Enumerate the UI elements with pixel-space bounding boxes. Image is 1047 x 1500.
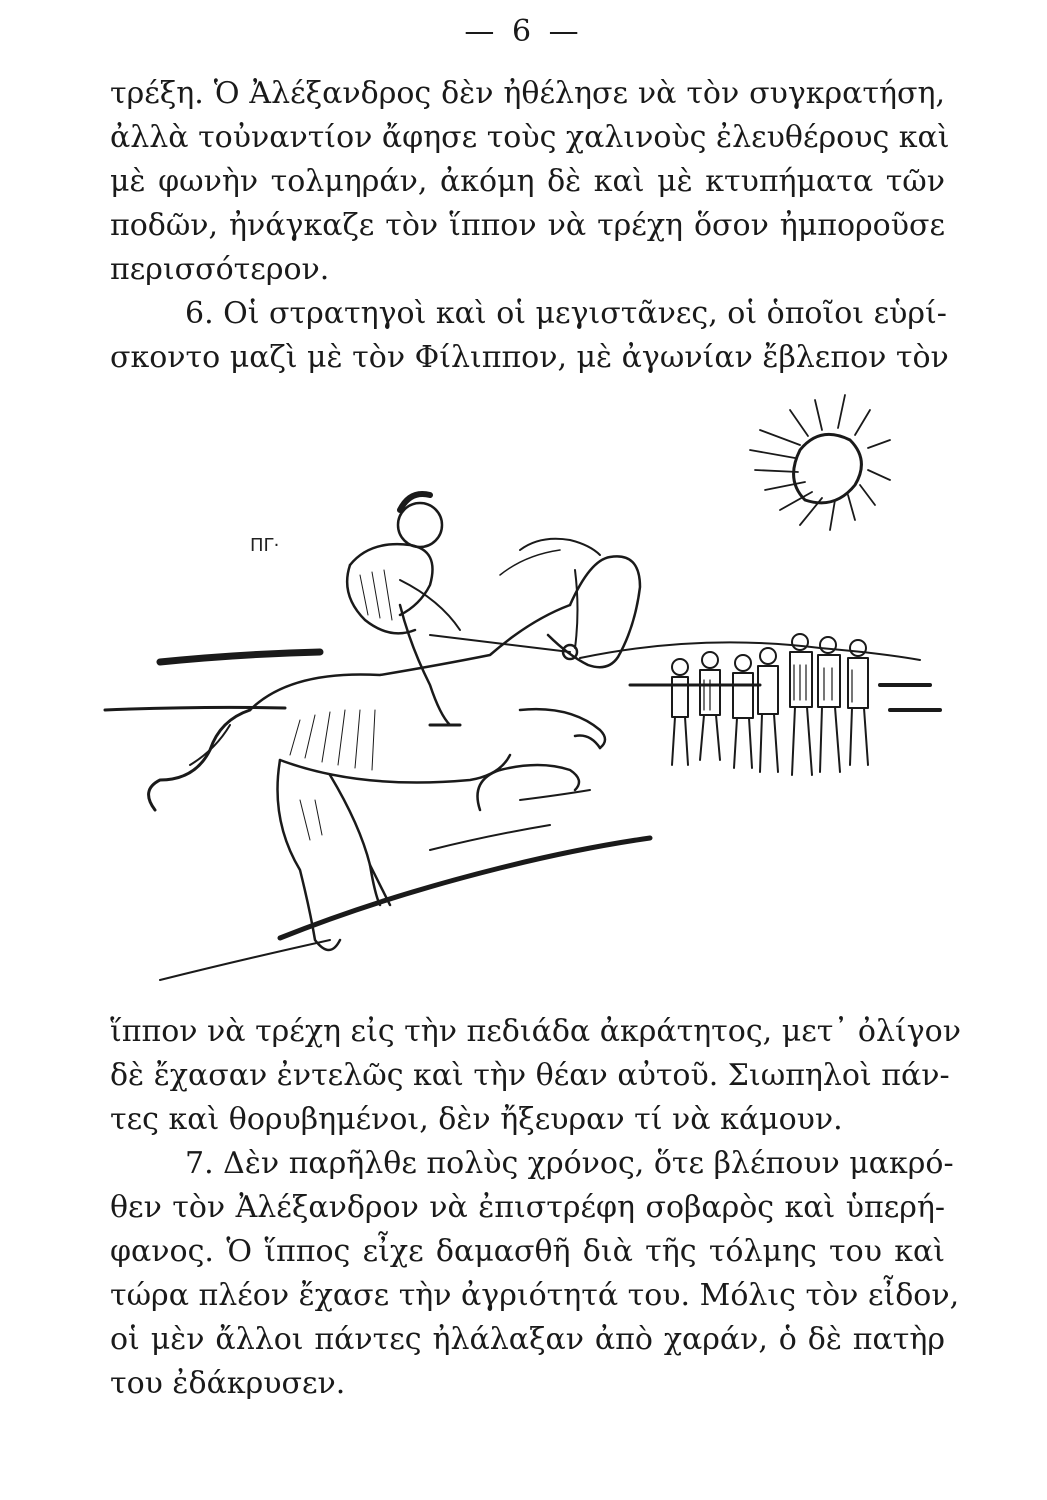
text-line: τρέξη. Ὁ Ἀλέξανδρος δὲν ἠθέλησε νὰ τὸν συγκρατήση, — [110, 76, 945, 111]
sun-drawing — [750, 395, 890, 530]
horse-drawing — [149, 539, 640, 950]
ground-drawing — [160, 790, 650, 980]
page-number: — 6 — — [464, 14, 583, 49]
top-paragraphs — [110, 72, 950, 380]
text-line: περισσότερον. — [110, 252, 330, 287]
rider-drawing — [347, 494, 460, 725]
soldiers-drawing — [672, 634, 868, 775]
text-line: σκοντο μαζὶ μὲ τὸν Φίλιππον, μὲ ἀγωνίαν ἔβλεπον τὸν — [110, 340, 949, 375]
horizon-drawing — [105, 642, 940, 710]
bottom-paragraphs — [110, 1010, 961, 1406]
text-line: του ἐδάκρυσεν. — [110, 1366, 346, 1401]
text-line: οἱ μὲν ἄλλοι πάντες ἠλάλαξαν ἀπὸ χαράν, ὁ δὲ πατὴρ — [110, 1322, 945, 1357]
text-line: ποδῶν, ἠνάγκαζε τὸν ἵππον νὰ τρέχη ὅσον ἠμποροῦσε — [110, 208, 945, 243]
text-line: 7. Δὲν παρῆλθε πολὺς χρόνος, ὅτε βλέπουν μακρό- — [185, 1146, 954, 1181]
illustrator-signature: ΠΓ· — [250, 535, 280, 556]
text-line: ἵππον νὰ τρέχη εἰς τὴν πεδιάδα ἀκράτητος, μετ᾽ ὀλίγον — [110, 1014, 961, 1049]
text-line: τες καὶ θορυβημένοι, δὲν ἤξευραν τί νὰ κάμουν. — [110, 1102, 843, 1137]
text-line: φανος. Ὁ ἵππος εἶχε δαμασθῆ διὰ τῆς τόλμης του καὶ — [110, 1234, 945, 1269]
text-line: θεν τὸν Ἀλέξανδρον νὰ ἐπιστρέφη σοβαρὸς καὶ ὑπερή- — [110, 1190, 945, 1225]
text-line: μὲ φωνὴν τολμηράν, ἀκόμη δὲ καὶ μὲ κτυπήματα τῶν — [110, 164, 945, 199]
text-line: 6. Οἱ στρατηγοὶ καὶ οἱ μεγιστᾶνες, οἱ ὁποῖοι εὑρί- — [185, 296, 947, 331]
text-line: δὲ ἔχασαν ἐντελῶς καὶ τὴν θέαν αὐτοῦ. Σιωπηλοὶ πάν- — [110, 1058, 950, 1093]
horse-rider-illustration — [100, 380, 960, 990]
text-line: τώρα πλέον ἔχασε τὴν ἀγριότητά του. Μόλις τὸν εἶδον, — [110, 1278, 960, 1313]
text-line: ἀλλὰ τοὐναντίον ἄφησε τοὺς χαλινοὺς ἐλευθέρους καὶ — [110, 120, 950, 155]
